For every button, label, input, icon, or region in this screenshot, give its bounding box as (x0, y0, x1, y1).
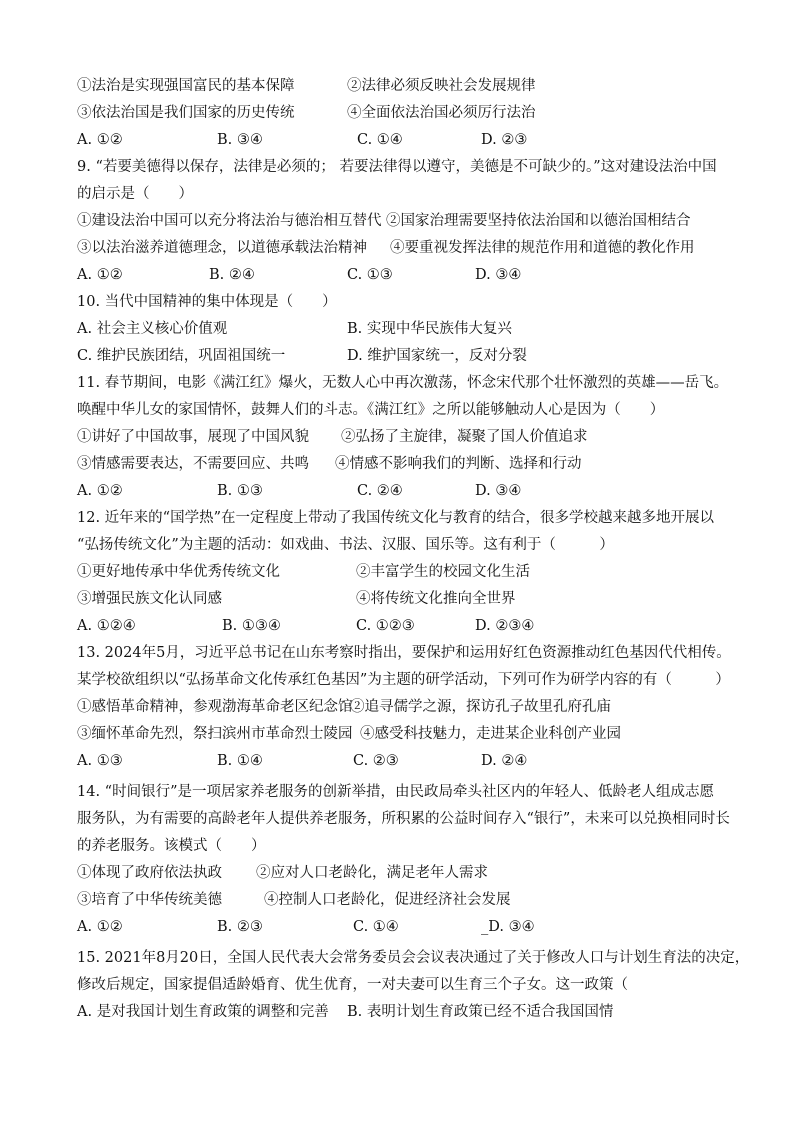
q12-option-c: C. ①②③ (356, 618, 415, 634)
q11-stem-line-2: 唤醒中华儿女的家国情怀，鼓舞人们的斗志。《满江红》之所以能够触动人心是因为（ ） (77, 402, 665, 418)
q15-stem-line-2: 修改后规定，国家提倡适龄婚育、优生优育，一对夫妻可以生育三个子女。这一政策（ (77, 977, 628, 993)
q9-stem-line-2: 的启示是（ ） (77, 186, 193, 202)
q9-option-c: C. ①③ (347, 267, 393, 283)
q13-stem-line-1: 13. 2024年5月，习近平总书记在山东考察时指出，要保护和运用好红色资源推动红色基因代代相传。 (77, 645, 731, 661)
q11-option-d: D. ③④ (475, 483, 522, 499)
q8-statement-3: ③依法治国是我们国家的历史传统 (77, 105, 295, 121)
q13-statement-3: ③缅怀革命先烈，祭扫滨州市革命烈士陵园 (77, 726, 353, 742)
q11-statement-2: ②弘扬了主旋律，凝聚了国人价值追求 (341, 429, 588, 445)
q10-option-d: D. 维护国家统一，反对分裂 (347, 348, 527, 364)
q14-option-b: B. ②③ (217, 919, 263, 935)
q12-statement-1: ①更好地传承中华优秀传统文化 (77, 564, 280, 580)
q9-statement-1: ①建设法治中国可以充分将法治与德治相互替代 (77, 213, 382, 229)
q12-option-d: D. ②③④ (475, 618, 535, 634)
q10-option-a: A. 社会主义核心价值观 (77, 321, 228, 337)
q12-statement-3: ③增强民族文化认同感 (77, 591, 222, 607)
q12-option-b: B. ①③④ (222, 618, 281, 634)
q14-option-c: C. ①④ (353, 919, 399, 935)
q15-option-b: B. 表明计划生育政策已经不适合我国国情 (347, 1004, 614, 1020)
q11-statement-3: ③情感需要表达，不需要回应、共鸣 (77, 456, 309, 472)
q9-option-b: B. ②④ (209, 267, 255, 283)
q8-statement-1: ①法治是实现强国富民的基本保障 (77, 78, 295, 94)
q8-statement-2: ②法律必须反映社会发展规律 (347, 78, 536, 94)
q13-option-b: B. ①④ (217, 753, 263, 769)
q14-stem-line-3: 的养老服务。该模式（ ） (77, 838, 266, 854)
q11-option-b: B. ①③ (217, 483, 263, 499)
q14-statement-1: ①体现了政府依法执政 (77, 865, 222, 881)
q13-statement-4: ④感受科技魅力，走进某企业科创产业园 (360, 726, 621, 742)
q9-option-d: D. ③④ (475, 267, 522, 283)
q11-statement-1: ①讲好了中国故事，展现了中国风貌 (77, 429, 309, 445)
q13-option-a: A. ①③ (77, 753, 123, 769)
q9-option-a: A. ①② (77, 267, 123, 283)
q12-option-a: A. ①②④ (77, 618, 136, 634)
q14-statement-2: ②应对人口老龄化，满足老年人需求 (256, 865, 488, 881)
q14-stem-line-1: 14. “时间银行”是一项居家养老服务的创新举措，由民政局牵头社区内的年轻人、低龄老人组成志愿 (77, 784, 714, 800)
q8-option-b: B. ③④ (217, 132, 263, 148)
q13-option-d: D. ②④ (481, 753, 528, 769)
q14-option-d: _D. ③④ (481, 919, 535, 935)
q13-stem-line-2: 某学校欲组织以“弘扬革命文化传承红色基因”为主题的研学活动，下列可作为研学内容的有（ ） (77, 672, 730, 688)
q15-stem-line-1: 15. 2021年8月20日，全国人民代表大会常务委员会会议表决通过了关于修改人口与计划生育法的决定， (77, 950, 750, 966)
q8-option-d: D. ②③ (481, 132, 528, 148)
q13-statement-1: ①感悟革命精神，参观渤海革命老区纪念馆 (77, 699, 353, 715)
q15-option-a: A. 是对我国计划生育政策的调整和完善 (77, 1004, 329, 1020)
q11-stem-line-1: 11. 春节期间，电影《满江红》爆火，无数人心中再次激荡，怀念宋代那个壮怀激烈的英雄——岳飞。 (77, 375, 729, 391)
q14-stem-line-2: 服务队，为有需要的高龄老年人提供养老服务，所积累的公益时间存入“银行”，未来可以兑换相同时长 (77, 811, 730, 827)
q8-statement-4: ④全面依法治国必须厉行法治 (347, 105, 536, 121)
q14-option-a: A. ①② (77, 919, 123, 935)
q10-option-b: B. 实现中华民族伟大复兴 (347, 321, 512, 337)
q14-statement-3: ③培育了中华传统美德 (77, 892, 222, 908)
q8-option-c: C. ①④ (357, 132, 403, 148)
q12-stem-line-2: “弘扬传统文化”为主题的活动：如戏曲、书法、汉服、国乐等。这有利于（ ） (77, 537, 614, 553)
q10-stem: 10. 当代中国精神的集中体现是（ ） (77, 294, 337, 310)
q9-stem-line-1: 9. “若要美德得以保存，法律是必须的； 若要法律得以遵守，美德是不可缺少的。”这对建设法治中国 (77, 159, 717, 175)
q12-statement-4: ④将传统文化推向全世界 (356, 591, 516, 607)
q14-statement-4: ④控制人口老龄化，促进经济社会发展 (264, 892, 511, 908)
q13-option-c: C. ②③ (353, 753, 399, 769)
q9-statement-2: ②国家治理需要坚持依法治国和以德治国相结合 (386, 213, 691, 229)
q9-statement-4: ④要重视发挥法律的规范作用和道德的教化作用 (390, 240, 695, 256)
q10-option-c: C. 维护民族团结，巩固祖国统一 (77, 348, 286, 364)
q12-statement-2: ②丰富学生的校园文化生活 (356, 564, 530, 580)
q9-statement-3: ③以法治滋养道德理念，以道德承载法治精神 (77, 240, 367, 256)
q13-statement-2: ②追寻儒学之源，探访孔子故里孔府孔庙 (350, 699, 611, 715)
q11-option-c: C. ②④ (357, 483, 403, 499)
q8-option-a: A. ①② (77, 132, 123, 148)
q11-statement-4: ④情感不影响我们的判断、选择和行动 (335, 456, 582, 472)
q11-option-a: A. ①② (77, 483, 123, 499)
q12-stem-line-1: 12. 近年来的“国学热”在一定程度上带动了我国传统文化与教育的结合，很多学校越来越多地开展以 (77, 510, 714, 526)
